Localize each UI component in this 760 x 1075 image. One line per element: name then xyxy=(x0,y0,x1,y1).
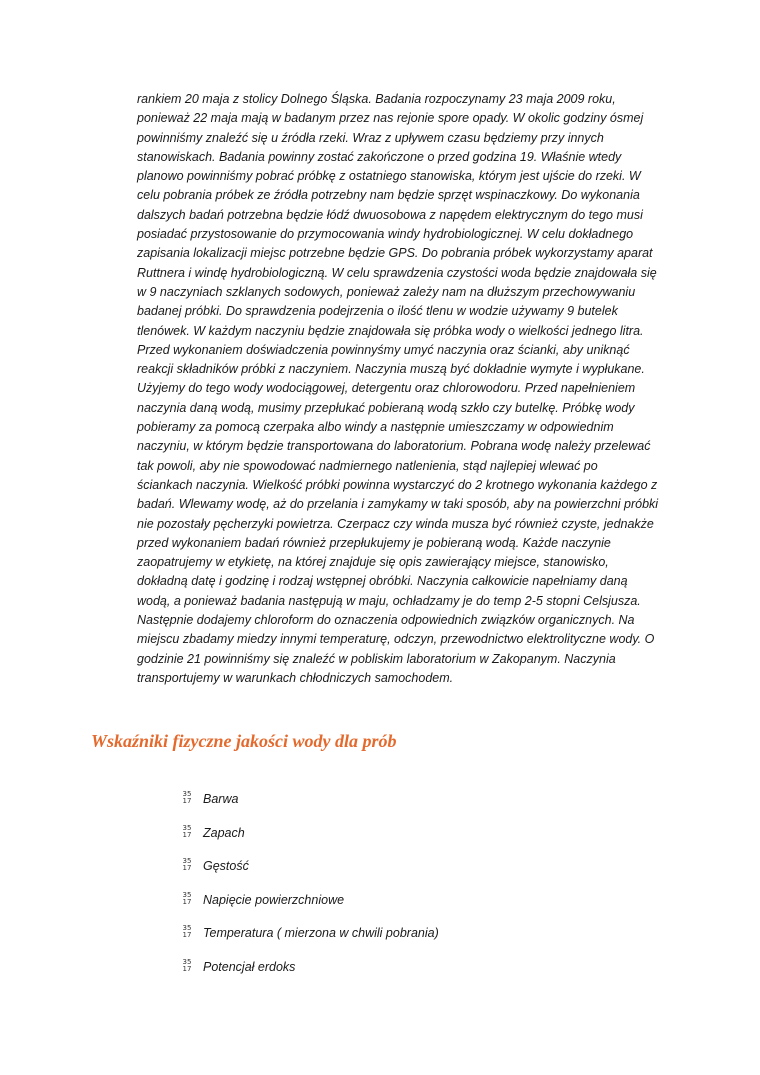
list-item xyxy=(181,857,439,891)
list-item-label: Potencjał erdoks xyxy=(203,959,296,974)
paragraph-line: celu pobrania próbek ze źródła potrzebny nam będzie sprzęt wspinaczkowy. Do wykonania xyxy=(137,188,640,203)
fraction-35-17-icon: 35 17 xyxy=(182,823,192,839)
paragraph-line: planowo powinniśmy pobrać próbkę z ostatniego stanowiska, którym jest ujście do rzeki. W xyxy=(137,169,641,184)
paragraph-line: naczyniu, w którym będzie transportowana do laboratorium. Pobrana wodę należy przelewać xyxy=(137,439,651,454)
paragraph-line: badanej próbki. Do sprawdzenia podejrzenia o ilość tlenu w wodzie używamy 9 butelek xyxy=(137,304,618,319)
paragraph-line: nie pozostały pęcherzyki powietrza. Czerpacz czy winda musza być również czyste, jednakże xyxy=(137,516,654,531)
paragraph-line: badań. Wlewamy wodę, aż do przelania i zamykamy w taki sposób, aby na powierzchni próbki xyxy=(137,497,659,512)
paragraph-line: zaopatrujemy w etykietę, na której znajduje się opis zawierający miejsce, stanowisko, xyxy=(137,555,609,570)
paragraph-line: rankiem 20 maja z stolicy Dolnego Śląska. Badania rozpoczynamy 23 maja 2009 roku, xyxy=(137,92,616,106)
paragraph-line: zapisania lokalizacji miejsc potrzebne będzie GPS. Do pobrania próbek wykorzystamy aparat xyxy=(137,246,653,261)
paragraph-line: tak powoli, aby nie spowodować nadmiernego natlenienia, stąd najlepiej wlewać po xyxy=(137,458,598,473)
paragraph-line: powinniśmy znaleźć się u źródła rzeki. Wraz z upływem czasu będziemy przy innych xyxy=(137,130,604,145)
fraction-35-17-icon: 35 17 xyxy=(182,957,192,973)
paragraph-line: miejscu zbadamy miedzy innymi temperaturę, odczyn, przewodnictwo elektrolityczne wody. O xyxy=(137,632,655,647)
paragraph-line: transportujemy w warunkach chłodniczych samochodem. xyxy=(137,670,454,685)
list-item-label: Zapach xyxy=(203,825,245,840)
fraction-35-17-icon: 35 17 xyxy=(182,890,192,906)
paragraph-line: w 9 naczyniach szklanych sodowych, ponieważ zależy nam na dłuższym przechowywaniu xyxy=(137,284,636,299)
paragraph-line: ściankach naczynia. Wielkość próbki powinna wystarczyć do 2 krotnego wykonania każdego z xyxy=(137,477,658,492)
body-paragraph xyxy=(137,90,677,688)
list-item-label: Napięcie powierzchniowe xyxy=(203,892,345,907)
fraction-35-17-icon: 35 17 xyxy=(182,924,192,939)
paragraph-line: reakcji składników próbki z naczyniem. Naczynia muszą być dokładnie wymyte i wypłukane. xyxy=(137,362,645,377)
paragraph-line: dokładną datę i godzinę i rodzaj wstępnej obróbki. Naczynia całkowicie napełniamy daną xyxy=(137,574,628,589)
paragraph-line: pobieramy za pomocą czerpaka albo windy a następnie umieszczamy w odpowiednim xyxy=(137,420,614,435)
list-item xyxy=(181,790,439,824)
list-item-label: Gęstość xyxy=(203,859,249,873)
paragraph-line: naczynia daną wodą, musimy przepłukać pobieraną wodą szkło czy butelkę. Próbkę wody xyxy=(137,400,635,415)
paragraph-line: godzinie 21 powinniśmy się znaleźć w pobliskim laboratorium w Zakopanym. Naczynia xyxy=(137,651,616,666)
paragraph-line: wodą, a ponieważ badania następują w maju, ochładzamy je do temp 2-5 stopni Celsjusza. xyxy=(137,593,641,608)
list-item-label: Barwa xyxy=(203,792,239,806)
list-item xyxy=(181,924,439,958)
paragraph-line: Ruttnera i windę hydrobiologiczną. W celu sprawdzenia czystości woda będzie znajdowała się xyxy=(137,265,657,280)
paragraph-line: posiadać przystosowanie do przymocowania windy hydrobiologicznej. W celu dokładnego xyxy=(137,227,634,242)
list-item xyxy=(181,891,439,925)
paragraph-line: Przed wykonaniem doświadczenia powinnyśmy umyć naczynia oraz ścianki, aby uniknąć xyxy=(137,342,630,357)
fraction-35-17-icon: 35 17 xyxy=(182,790,192,805)
paragraph-line: dalszych badań potrzebna będzie łódź dwuosobowa z napędem elektrycznym do tego musi xyxy=(137,207,643,222)
list-item xyxy=(181,958,439,992)
paragraph-line: stanowiskach. Badania powinny zostać zakończone o przed godzina 19. Właśnie wtedy xyxy=(137,149,622,164)
section-heading: Wskaźniki fizyczne jakości wody dla prób xyxy=(91,731,397,751)
fraction-35-17-icon: 35 17 xyxy=(182,857,192,872)
paragraph-line: ponieważ 22 maja mają w badanym przez nas rejonie spore opady. W okolic godziny ósmej xyxy=(137,111,644,126)
list-item xyxy=(181,824,439,858)
list-item-label: Temperatura ( mierzona w chwili pobrania) xyxy=(203,926,439,940)
paragraph-line: przed wykonaniem badań również przepłukujemy je pobieraną wodą. Każde naczynie xyxy=(137,535,611,550)
paragraph-line: Następnie dodajemy chloroform do oznaczenia odpowiednich związków organicznych. Na xyxy=(137,613,635,628)
paragraph-line: tlenówek. W każdym naczyniu będzie znajdowała się próbka wody o wielkości jednego litra. xyxy=(137,323,644,338)
indicator-list xyxy=(181,790,439,991)
paragraph-line: Użyjemy do tego wody wodociągowej, detergentu oraz chlorowodoru. Przed napełnieniem xyxy=(137,381,636,396)
